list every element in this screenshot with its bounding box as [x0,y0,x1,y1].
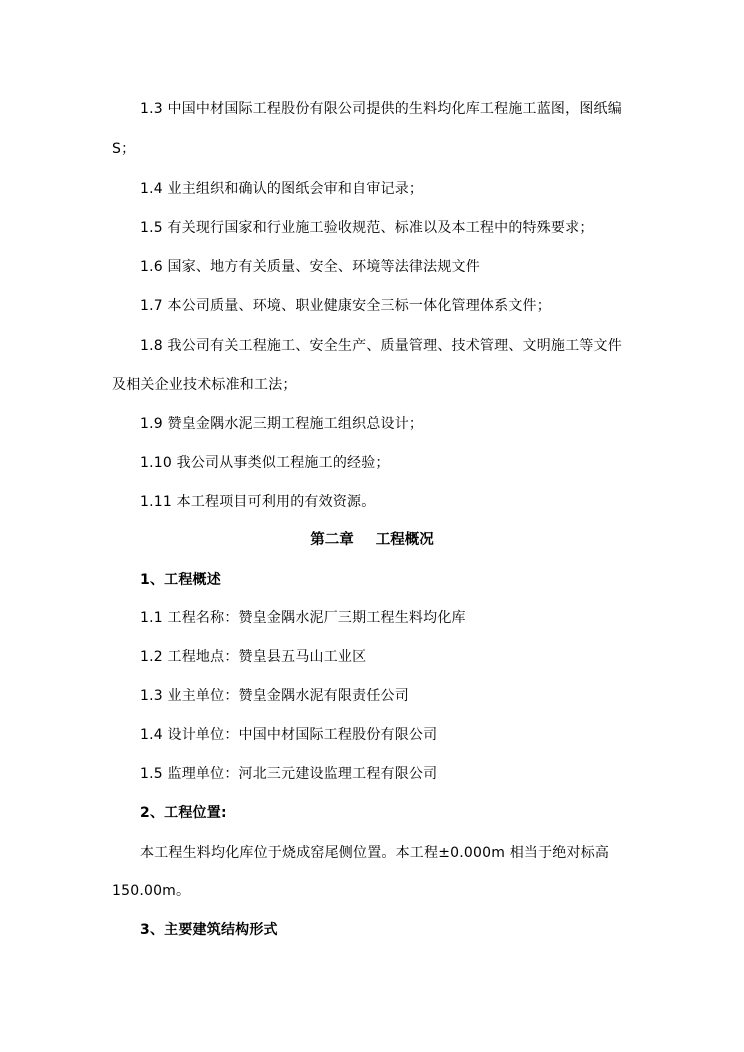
section-2-heading: 2、工程位置: [140,805,227,821]
basis-item-1-4: 1.4 业主组织和确认的图纸会审和自审记录； [140,181,424,197]
section-1-heading: 1、工程概述 [140,572,221,588]
basis-item-1-8: 1.8 我公司有关工程施工、安全生产、质量管理、技术管理、文明施工等文件 [140,338,622,354]
location-paragraph-line-2: 150.00m。 [112,883,191,899]
basis-item-1-7: 1.7 本公司质量、环境、职业健康安全三标一体化管理体系文件； [140,298,551,314]
basis-item-1-3-continued: S； [112,141,136,157]
basis-item-1-10: 1.10 我公司从事类似工程施工的经验； [140,455,390,471]
basis-item-1-8-continued: 及相关企业技术标准和工法； [112,377,297,393]
basis-item-1-11: 1.11 本工程项目可利用的有效资源。 [140,494,376,510]
chapter-number: 第二章 [310,532,354,548]
chapter-title: 工程概况 [375,532,434,548]
section-3-heading: 3、主要建筑结构形式 [140,922,278,938]
overview-item-1-4: 1.4 设计单位：中国中材国际工程股份有限公司 [140,727,438,743]
basis-item-1-9: 1.9 赞皇金隅水泥三期工程施工组织总设计； [140,416,424,432]
basis-item-1-6: 1.6 国家、地方有关质量、安全、环境等法律法规文件 [140,259,480,275]
overview-item-1-2: 1.2 工程地点：赞皇县五马山工业区 [140,649,367,665]
basis-item-1-5: 1.5 有关现行国家和行业施工验收规范、标准以及本工程中的特殊要求； [140,220,594,236]
overview-item-1-5: 1.5 监理单位：河北三元建设监理工程有限公司 [140,766,438,782]
location-paragraph-line-1: 本工程生料均化库位于烧成窑尾侧位置。本工程±0.000m 相当于绝对标高 [140,845,610,861]
overview-item-1-1: 1.1 工程名称：赞皇金隅水泥厂三期工程生料均化库 [140,610,466,626]
basis-item-1-3: 1.3 中国中材国际工程股份有限公司提供的生料均化库工程施工蓝图，图纸编 [140,101,622,117]
overview-item-1-3: 1.3 业主单位：赞皇金隅水泥有限责任公司 [140,688,409,704]
chapter-heading [0,530,744,550]
